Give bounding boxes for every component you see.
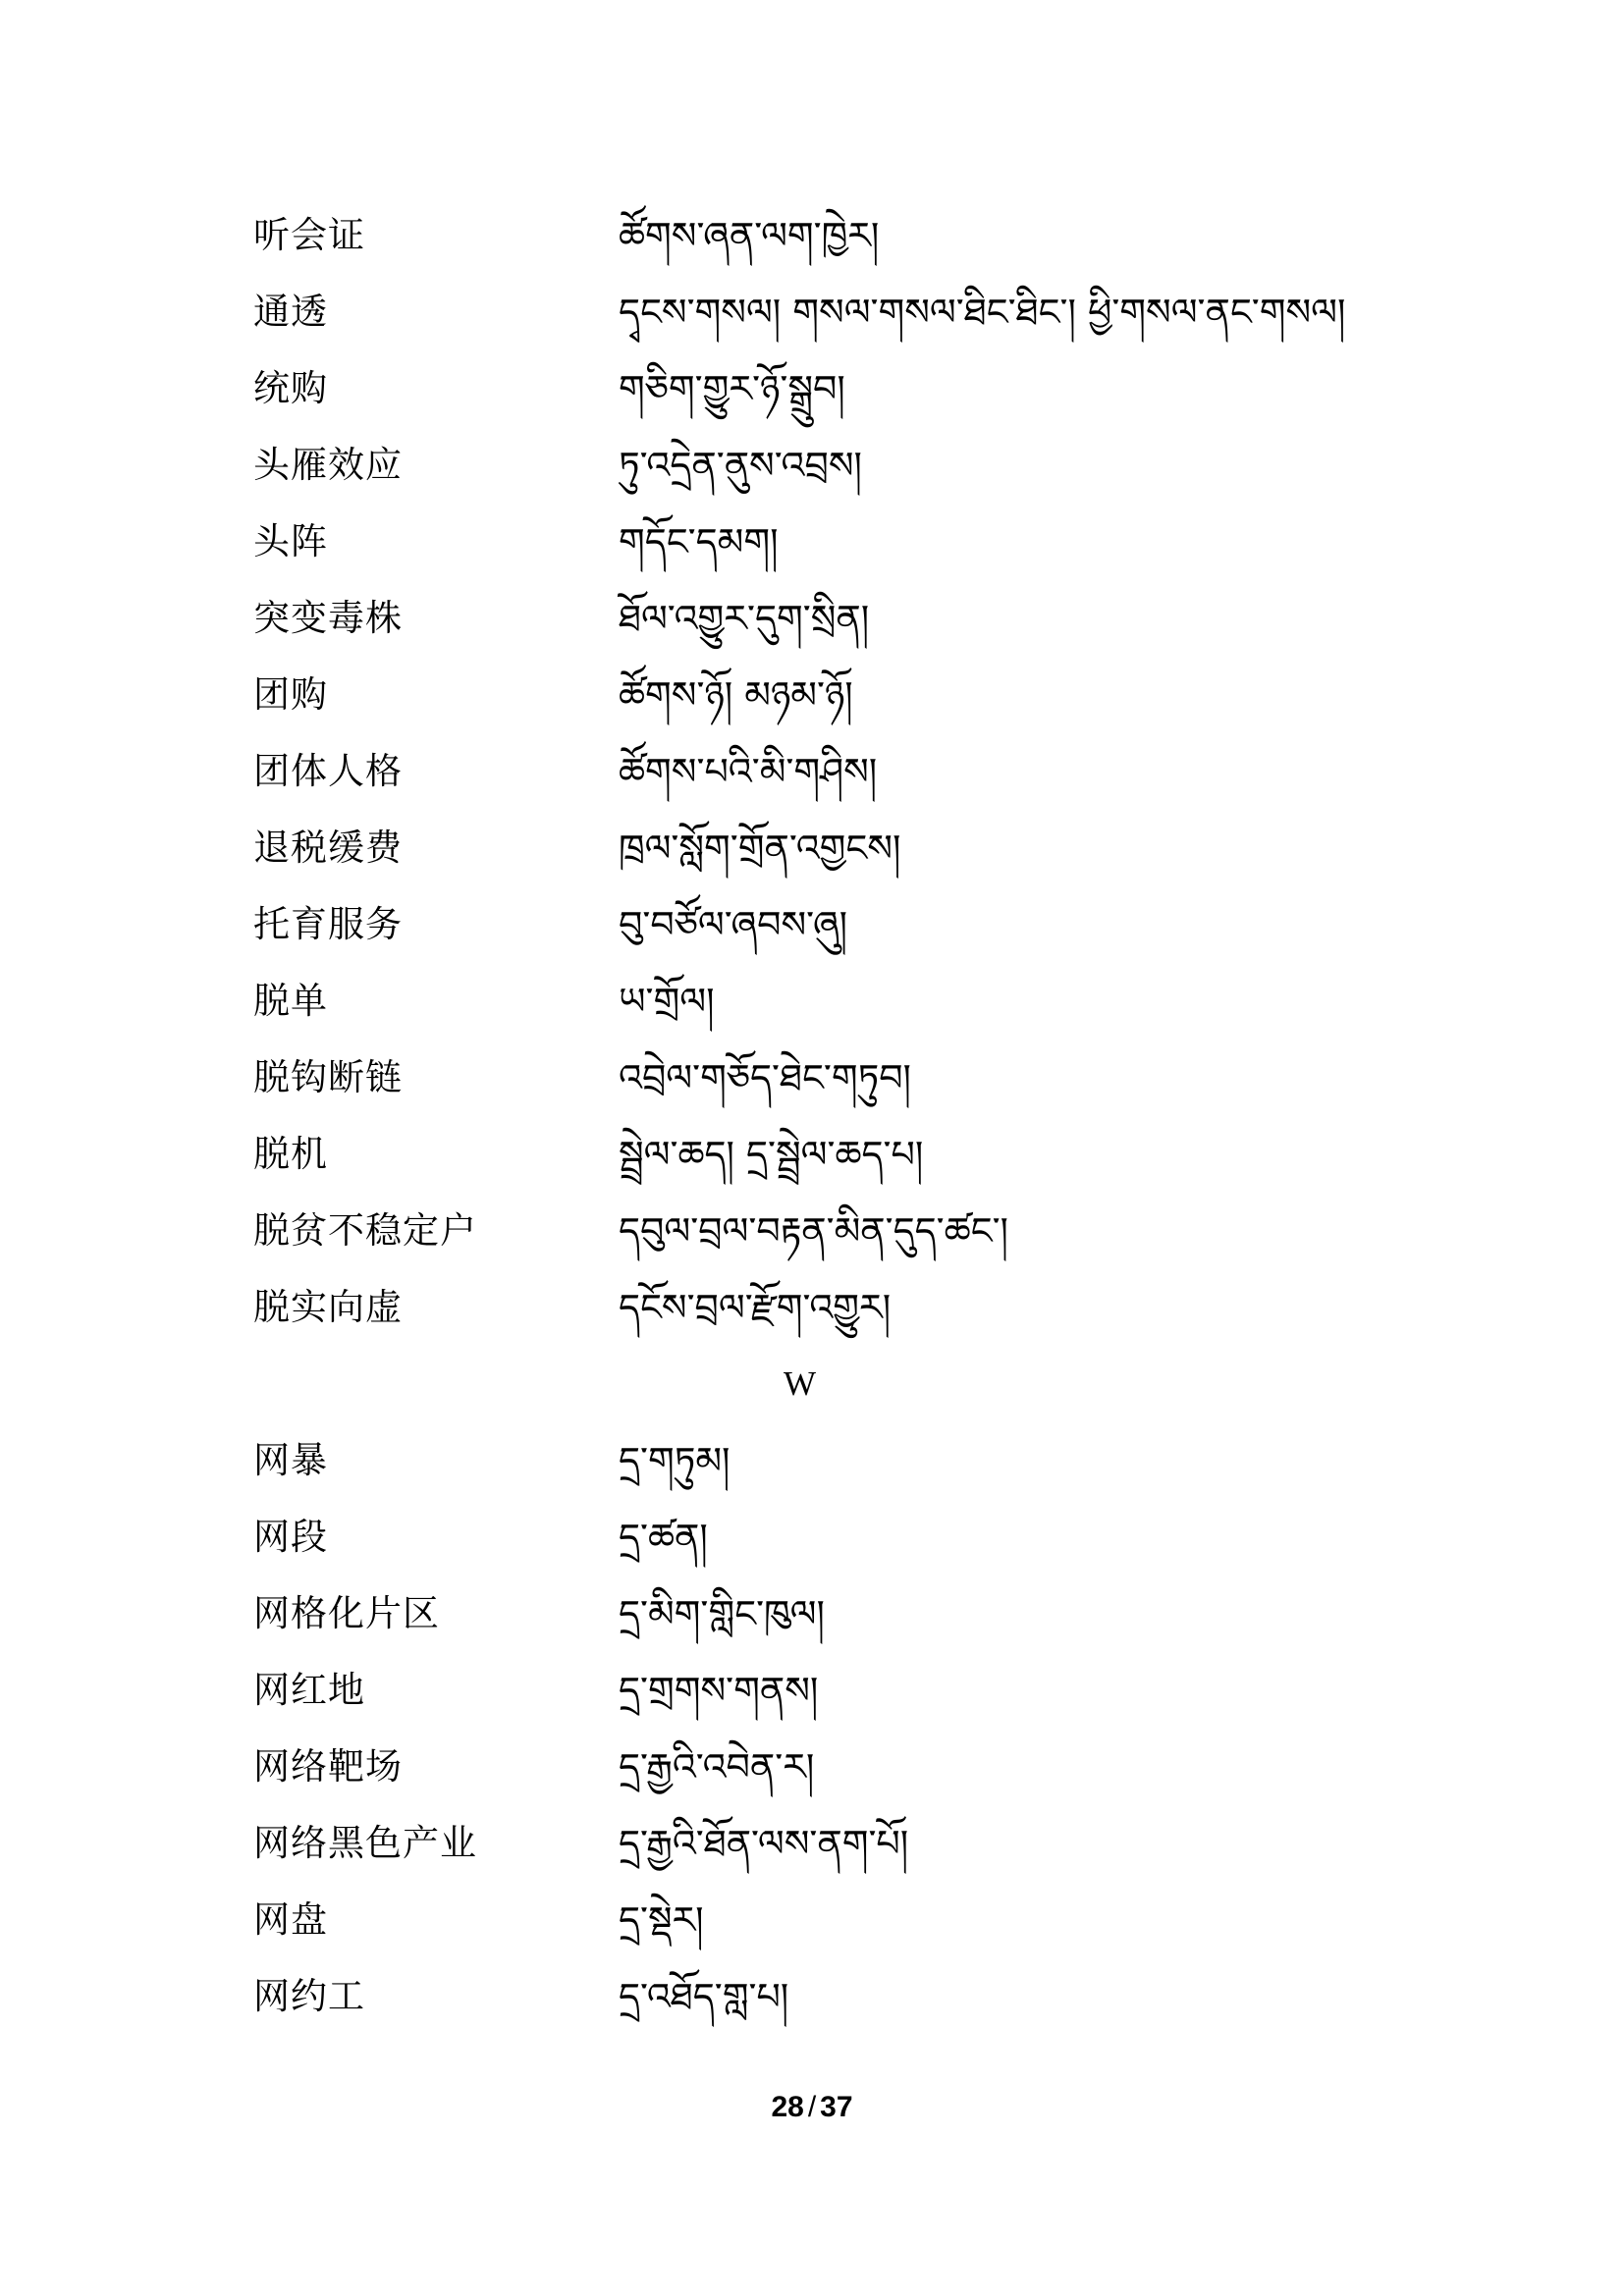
tibetan-translation: སྦྲེལ་ཆད། དྲ་སྦྲེལ་ཆད་པ། xyxy=(619,1133,924,1176)
glossary-entry xyxy=(253,1967,1432,2044)
tibetan-translation: ཚོགས་ཉོ། མཉམ་ཉོ། xyxy=(619,673,853,717)
chinese-term: 脱机 xyxy=(253,1133,328,1175)
glossary-entry xyxy=(253,206,1432,283)
tibetan-translation: དྲ་རྒྱའི་ཐོན་ལས་ནག་པོ། xyxy=(619,1822,909,1865)
glossary-entry xyxy=(253,1431,1432,1508)
glossary-entry xyxy=(253,1737,1432,1814)
tibetan-translation: དངོས་བྲལ་རྫོག་འགྱུར། xyxy=(619,1286,892,1329)
glossary-entry xyxy=(253,1814,1432,1891)
glossary-entry xyxy=(253,1048,1432,1125)
chinese-term: 网约工 xyxy=(253,1975,365,2017)
tibetan-translation: དྭངས་གསལ། གསལ་གསལ་ཐིང་ཐིང་། ཕྱི་གསལ་ནང་གསལ། xyxy=(619,291,1346,334)
tibetan-translation: འབྲེལ་གཅོད་ཐེང་གཏུབ། xyxy=(619,1056,911,1099)
chinese-term: 网暴 xyxy=(253,1439,328,1481)
glossary-entry xyxy=(253,283,1432,359)
glossary-entry xyxy=(253,1891,1432,1967)
tibetan-translation: གདོང་དམག། xyxy=(619,520,779,563)
tibetan-translation: ཏུ་འདྲེན་ནུས་འབྲས། xyxy=(619,444,862,487)
tibetan-translation: དྲ་རྒྱའི་འབེན་ར། xyxy=(619,1745,815,1789)
glossary-entry xyxy=(253,512,1432,589)
glossary-entry xyxy=(253,895,1432,972)
glossary-entry xyxy=(253,1125,1432,1201)
chinese-term: 脱单 xyxy=(253,980,328,1022)
chinese-term: 网段 xyxy=(253,1516,328,1558)
glossary-list-t xyxy=(253,206,1432,1355)
glossary-entry xyxy=(253,1278,1432,1355)
glossary-entry xyxy=(253,1661,1432,1737)
chinese-term: 网络黑色产业 xyxy=(253,1822,477,1864)
chinese-term: 听会证 xyxy=(253,214,365,256)
glossary-entries xyxy=(253,206,1432,2044)
tibetan-translation: དྲ་འཐོད་གླ་པ། xyxy=(619,1975,789,2018)
glossary-entry xyxy=(253,1201,1432,1278)
page-number-separator: / xyxy=(807,2091,817,2123)
chinese-term: 网红地 xyxy=(253,1669,365,1711)
tibetan-translation: བུ་བཙོལ་ཞབས་ཞུ། xyxy=(619,903,848,946)
chinese-term: 网盘 xyxy=(253,1898,328,1941)
tibetan-translation: དྲ་གྲགས་གནས། xyxy=(619,1669,819,1712)
tibetan-translation: ཁྲལ་སློག་གྲོན་འགྱངས། xyxy=(619,827,901,870)
chinese-term: 脱贫不稳定户 xyxy=(253,1209,477,1252)
tibetan-translation: དྲ་མིག་གླིང་ཁུལ། xyxy=(619,1592,825,1635)
tibetan-translation: ཚོགས་ཞན་ལག་ཁྱེར། xyxy=(619,214,880,257)
chinese-term: 脱实向虚 xyxy=(253,1286,403,1328)
glossary-entry xyxy=(253,666,1432,742)
chinese-term: 团体人格 xyxy=(253,750,403,792)
tibetan-translation: དབུལ་བྲལ་བརྟན་མིན་དུད་ཚང་། xyxy=(619,1209,1008,1253)
chinese-term: 网格化片区 xyxy=(253,1592,440,1634)
glossary-entry xyxy=(253,1584,1432,1661)
glossary-entry xyxy=(253,972,1432,1048)
tibetan-translation: དྲ་སྡེར། xyxy=(619,1898,704,1942)
page-number-current: 28 xyxy=(771,2091,804,2123)
chinese-term: 脱钩断链 xyxy=(253,1056,403,1098)
section-heading xyxy=(253,1355,1432,1431)
section-letter: W xyxy=(784,1364,817,1403)
tibetan-translation: ཡ་གྲོལ། xyxy=(619,980,715,1023)
glossary-entry xyxy=(253,819,1432,895)
chinese-term: 头阵 xyxy=(253,520,328,562)
page-footer xyxy=(0,2091,1624,2124)
glossary-list-w xyxy=(253,1431,1432,2044)
glossary-entry xyxy=(253,742,1432,819)
glossary-entry xyxy=(253,589,1432,666)
tibetan-translation: དྲ་གཏུམ། xyxy=(619,1439,731,1482)
tibetan-translation: གཅིག་གྱུར་ཉོ་སྒྲུབ། xyxy=(619,367,845,410)
glossary-entry xyxy=(253,1508,1432,1584)
tibetan-translation: ཐོལ་འགྱུར་དུག་སྲིན། xyxy=(619,597,870,640)
chinese-term: 头雁效应 xyxy=(253,444,403,486)
chinese-term: 团购 xyxy=(253,673,328,716)
tibetan-translation: ཚོགས་པའི་མི་གཤིས། xyxy=(619,750,878,793)
glossary-entry xyxy=(253,436,1432,512)
page-number-total: 37 xyxy=(820,2091,853,2123)
chinese-term: 通透 xyxy=(253,291,328,333)
tibetan-translation: དྲ་ཚན། xyxy=(619,1516,708,1559)
chinese-term: 网络靶场 xyxy=(253,1745,403,1788)
chinese-term: 突变毒株 xyxy=(253,597,403,639)
chinese-term: 统购 xyxy=(253,367,328,409)
chinese-term: 退税缓费 xyxy=(253,827,403,869)
chinese-term: 托育服务 xyxy=(253,903,403,945)
glossary-entry xyxy=(253,359,1432,436)
